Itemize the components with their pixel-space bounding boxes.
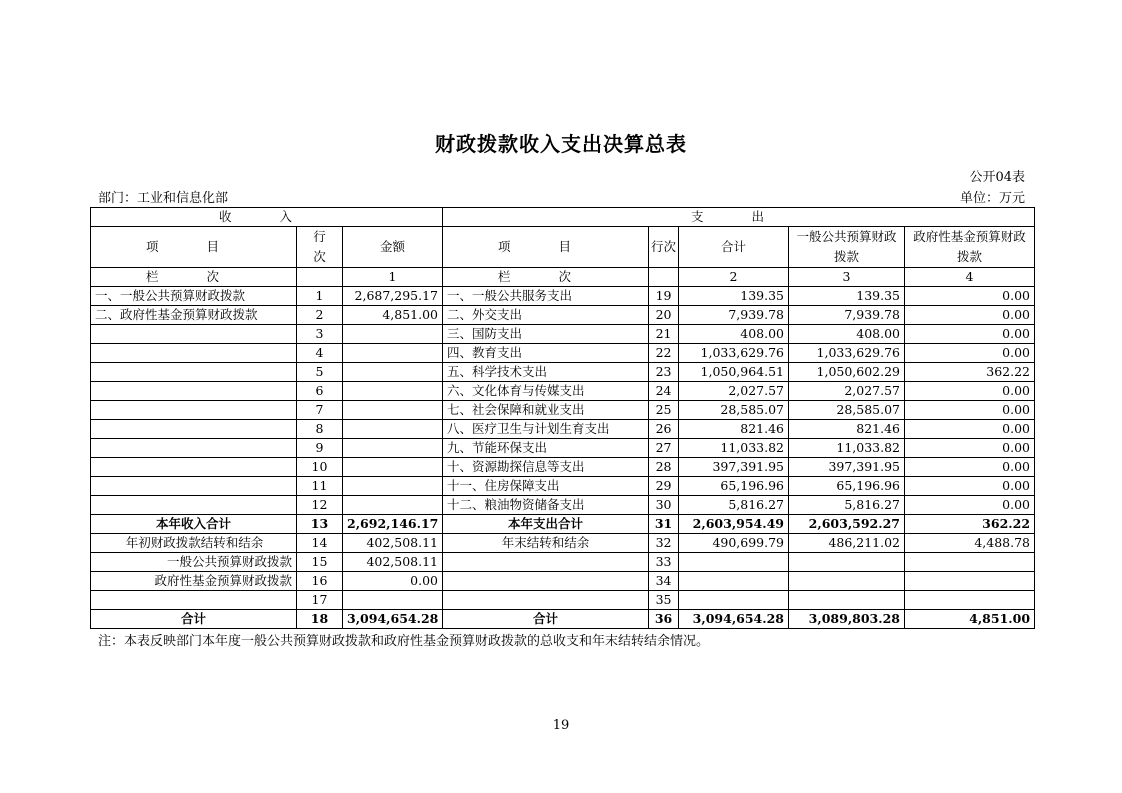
table-row [91, 534, 1035, 553]
income-amount-cell [343, 344, 443, 363]
gov-fund-cell: 4,851.00 [905, 610, 1035, 629]
general-budget-cell: 11,033.82 [789, 439, 905, 458]
expense-item-header [443, 227, 649, 268]
gov-fund-cell [905, 572, 1035, 591]
income-line-no-cell: 10 [297, 458, 343, 477]
expense-item-header-text: 项 目 [498, 239, 593, 254]
income-line-no-cell: 4 [297, 344, 343, 363]
table-row [91, 458, 1035, 477]
table-row [91, 477, 1035, 496]
income-line-no-cell: 18 [297, 610, 343, 629]
general-budget-cell: 2,027.57 [789, 382, 905, 401]
expense-total-cell [679, 591, 789, 610]
income-header-text: 收 入 [219, 209, 314, 224]
general-budget-cell [789, 572, 905, 591]
expense-line-no-cell: 21 [649, 325, 679, 344]
table-note: 注：本表反映部门本年度一般公共预算财政拨款和政府性基金预算财政拨款的总收支和年末结转结余情况。 [98, 634, 710, 649]
general-budget-cell: 397,391.95 [789, 458, 905, 477]
general-budget-cell: 3,089,803.28 [789, 610, 905, 629]
general-budget-cell: 1,050,602.29 [789, 363, 905, 382]
expense-total-cell: 397,391.95 [679, 458, 789, 477]
table-row [91, 515, 1035, 534]
expense-item-cell: 十、资源勘探信息等支出 [443, 458, 649, 477]
expense-total-cell: 7,939.78 [679, 306, 789, 325]
expense-total-cell: 65,196.96 [679, 477, 789, 496]
income-item-cell [91, 477, 297, 496]
gov-fund-cell: 0.00 [905, 287, 1035, 306]
unit-label: 单位：万元 [959, 191, 1025, 206]
gov-fund-cell: 362.22 [905, 363, 1035, 382]
header-row-column-numbers [91, 268, 1035, 287]
table-row [91, 591, 1035, 610]
expense-item-cell: 本年支出合计 [443, 515, 649, 534]
table-row [91, 572, 1035, 591]
expense-total-cell: 3,094,654.28 [679, 610, 789, 629]
expense-item-cell: 五、科学技术支出 [443, 363, 649, 382]
general-budget-cell: 1,033,629.76 [789, 344, 905, 363]
gov-fund-header: 政府性基金预算财政拨款 [905, 227, 1035, 268]
expense-total-header: 合计 [679, 227, 789, 268]
income-amount-cell [343, 439, 443, 458]
expense-line-no-cell: 24 [649, 382, 679, 401]
income-amount-cell: 0.00 [343, 572, 443, 591]
income-line-no-cell: 3 [297, 325, 343, 344]
expense-item-cell: 十二、粮油物资储备支出 [443, 496, 649, 515]
column-number-3: 3 [789, 268, 905, 287]
income-line-no-cell: 15 [297, 553, 343, 572]
income-item-cell [91, 458, 297, 477]
income-line-no-cell: 14 [297, 534, 343, 553]
income-item-cell [91, 363, 297, 382]
expense-line-no-header: 行次 [649, 227, 679, 268]
expense-line-no-cell: 36 [649, 610, 679, 629]
general-budget-cell: 486,211.02 [789, 534, 905, 553]
expense-total-cell: 490,699.79 [679, 534, 789, 553]
header-row-columns [91, 227, 1035, 268]
income-amount-cell [343, 401, 443, 420]
expense-line-no-cell: 30 [649, 496, 679, 515]
table-row [91, 439, 1035, 458]
expense-column-blank [649, 268, 679, 287]
column-number-2: 2 [679, 268, 789, 287]
expense-line-no-cell: 19 [649, 287, 679, 306]
income-item-header [91, 227, 297, 268]
income-amount-cell [343, 591, 443, 610]
expense-line-no-cell: 29 [649, 477, 679, 496]
general-budget-cell [789, 591, 905, 610]
expense-column-label [443, 268, 649, 287]
expense-item-cell [443, 553, 649, 572]
gov-fund-cell: 0.00 [905, 458, 1035, 477]
column-number-4: 4 [905, 268, 1035, 287]
expense-total-cell: 139.35 [679, 287, 789, 306]
income-amount-cell [343, 477, 443, 496]
expense-total-cell: 28,585.07 [679, 401, 789, 420]
expense-column-label-text: 栏 次 [498, 269, 593, 284]
expense-line-no-cell: 34 [649, 572, 679, 591]
expense-line-no-cell: 28 [649, 458, 679, 477]
gov-fund-cell: 362.22 [905, 515, 1035, 534]
table-row [91, 553, 1035, 572]
expense-item-cell: 七、社会保障和就业支出 [443, 401, 649, 420]
income-section-header [91, 208, 443, 227]
general-budget-cell: 5,816.27 [789, 496, 905, 515]
expense-line-no-cell: 35 [649, 591, 679, 610]
income-item-cell: 一般公共预算财政拨款 [91, 553, 297, 572]
gov-fund-cell: 0.00 [905, 401, 1035, 420]
general-budget-cell: 139.35 [789, 287, 905, 306]
expense-total-cell: 2,027.57 [679, 382, 789, 401]
expense-header-text: 支 出 [691, 209, 786, 224]
expense-line-no-cell: 31 [649, 515, 679, 534]
expense-item-cell [443, 572, 649, 591]
general-budget-cell: 7,939.78 [789, 306, 905, 325]
income-item-cell [91, 344, 297, 363]
expense-item-cell: 年末结转和结余 [443, 534, 649, 553]
page-title: 财政拨款收入支出决算总表 [435, 132, 687, 156]
table-row [91, 363, 1035, 382]
expense-line-no-cell: 20 [649, 306, 679, 325]
table-body [91, 208, 1035, 629]
expense-item-cell [443, 591, 649, 610]
income-line-no-cell: 16 [297, 572, 343, 591]
income-line-no-cell: 13 [297, 515, 343, 534]
income-item-header-text: 项 目 [146, 239, 241, 254]
income-column-label [91, 268, 297, 287]
gov-fund-cell: 0.00 [905, 420, 1035, 439]
expense-item-cell: 二、外交支出 [443, 306, 649, 325]
income-line-no-cell: 5 [297, 363, 343, 382]
expense-line-no-cell: 26 [649, 420, 679, 439]
expense-total-cell: 2,603,954.49 [679, 515, 789, 534]
expense-total-cell: 11,033.82 [679, 439, 789, 458]
income-item-cell [91, 439, 297, 458]
expense-total-cell: 5,816.27 [679, 496, 789, 515]
income-item-cell [91, 420, 297, 439]
expense-line-no-cell: 23 [649, 363, 679, 382]
gov-fund-cell: 0.00 [905, 325, 1035, 344]
department-label: 部门：工业和信息化部 [98, 191, 229, 206]
income-line-no-cell: 8 [297, 420, 343, 439]
income-item-cell: 二、政府性基金预算财政拨款 [91, 306, 297, 325]
income-item-cell [91, 382, 297, 401]
income-item-cell [91, 496, 297, 515]
income-item-cell [91, 401, 297, 420]
income-amount-cell [343, 458, 443, 477]
expense-item-cell: 十一、住房保障支出 [443, 477, 649, 496]
general-budget-cell: 65,196.96 [789, 477, 905, 496]
income-amount-cell: 402,508.11 [343, 534, 443, 553]
page-number: 19 [552, 718, 570, 733]
expense-total-cell: 1,033,629.76 [679, 344, 789, 363]
gov-fund-cell: 4,488.78 [905, 534, 1035, 553]
expense-item-cell: 合计 [443, 610, 649, 629]
gov-fund-cell [905, 591, 1035, 610]
expense-line-no-cell: 32 [649, 534, 679, 553]
expense-section-header [443, 208, 1035, 227]
expense-line-no-cell: 25 [649, 401, 679, 420]
income-item-cell [91, 325, 297, 344]
gov-fund-cell: 0.00 [905, 382, 1035, 401]
income-amount-cell [343, 363, 443, 382]
gov-fund-cell: 0.00 [905, 439, 1035, 458]
budget-table [90, 207, 1035, 629]
income-amount-cell: 2,692,146.17 [343, 515, 443, 534]
table-row [91, 420, 1035, 439]
column-number-1: 1 [343, 268, 443, 287]
gov-fund-cell: 0.00 [905, 344, 1035, 363]
table-row [91, 610, 1035, 629]
table-row [91, 496, 1035, 515]
income-amount-cell [343, 382, 443, 401]
expense-item-cell: 一、一般公共服务支出 [443, 287, 649, 306]
general-budget-header: 一般公共预算财政拨款 [789, 227, 905, 268]
income-item-cell: 一、一般公共预算财政拨款 [91, 287, 297, 306]
table-row [91, 325, 1035, 344]
income-item-cell: 本年收入合计 [91, 515, 297, 534]
expense-total-cell: 408.00 [679, 325, 789, 344]
income-amount-cell: 2,687,295.17 [343, 287, 443, 306]
gov-fund-cell: 0.00 [905, 306, 1035, 325]
income-line-no-cell: 7 [297, 401, 343, 420]
form-code: 公开04表 [969, 170, 1025, 185]
income-line-no-cell: 9 [297, 439, 343, 458]
expense-item-cell: 六、文化体育与传媒支出 [443, 382, 649, 401]
income-amount-header: 金额 [343, 227, 443, 268]
expense-item-cell: 四、教育支出 [443, 344, 649, 363]
expense-total-cell [679, 572, 789, 591]
expense-item-cell: 八、医疗卫生与计划生育支出 [443, 420, 649, 439]
expense-total-cell: 821.46 [679, 420, 789, 439]
expense-line-no-cell: 22 [649, 344, 679, 363]
income-line-no-cell: 12 [297, 496, 343, 515]
general-budget-cell: 28,585.07 [789, 401, 905, 420]
income-line-no-header: 行次 [297, 227, 343, 268]
income-line-no-cell: 1 [297, 287, 343, 306]
expense-line-no-cell: 27 [649, 439, 679, 458]
general-budget-cell: 821.46 [789, 420, 905, 439]
income-item-cell: 年初财政拨款结转和结余 [91, 534, 297, 553]
table-row [91, 401, 1035, 420]
table-row [91, 287, 1035, 306]
expense-item-cell: 九、节能环保支出 [443, 439, 649, 458]
gov-fund-cell [905, 553, 1035, 572]
header-row-sections [91, 208, 1035, 227]
table-row [91, 382, 1035, 401]
income-column-blank [297, 268, 343, 287]
general-budget-cell: 408.00 [789, 325, 905, 344]
general-budget-cell: 2,603,592.27 [789, 515, 905, 534]
expense-item-cell: 三、国防支出 [443, 325, 649, 344]
income-item-cell: 合计 [91, 610, 297, 629]
table-row [91, 344, 1035, 363]
income-line-no-cell: 2 [297, 306, 343, 325]
income-amount-cell: 402,508.11 [343, 553, 443, 572]
income-amount-cell: 3,094,654.28 [343, 610, 443, 629]
expense-total-cell [679, 553, 789, 572]
income-line-no-cell: 11 [297, 477, 343, 496]
income-item-cell: 政府性基金预算财政拨款 [91, 572, 297, 591]
gov-fund-cell: 0.00 [905, 496, 1035, 515]
expense-line-no-cell: 33 [649, 553, 679, 572]
general-budget-cell [789, 553, 905, 572]
income-amount-cell [343, 420, 443, 439]
income-amount-cell: 4,851.00 [343, 306, 443, 325]
income-amount-cell [343, 325, 443, 344]
gov-fund-cell: 0.00 [905, 477, 1035, 496]
income-line-no-cell: 6 [297, 382, 343, 401]
income-amount-cell [343, 496, 443, 515]
income-item-cell [91, 591, 297, 610]
table-row [91, 306, 1035, 325]
expense-total-cell: 1,050,964.51 [679, 363, 789, 382]
income-line-no-cell: 17 [297, 591, 343, 610]
income-column-label-text: 栏 次 [146, 269, 241, 284]
